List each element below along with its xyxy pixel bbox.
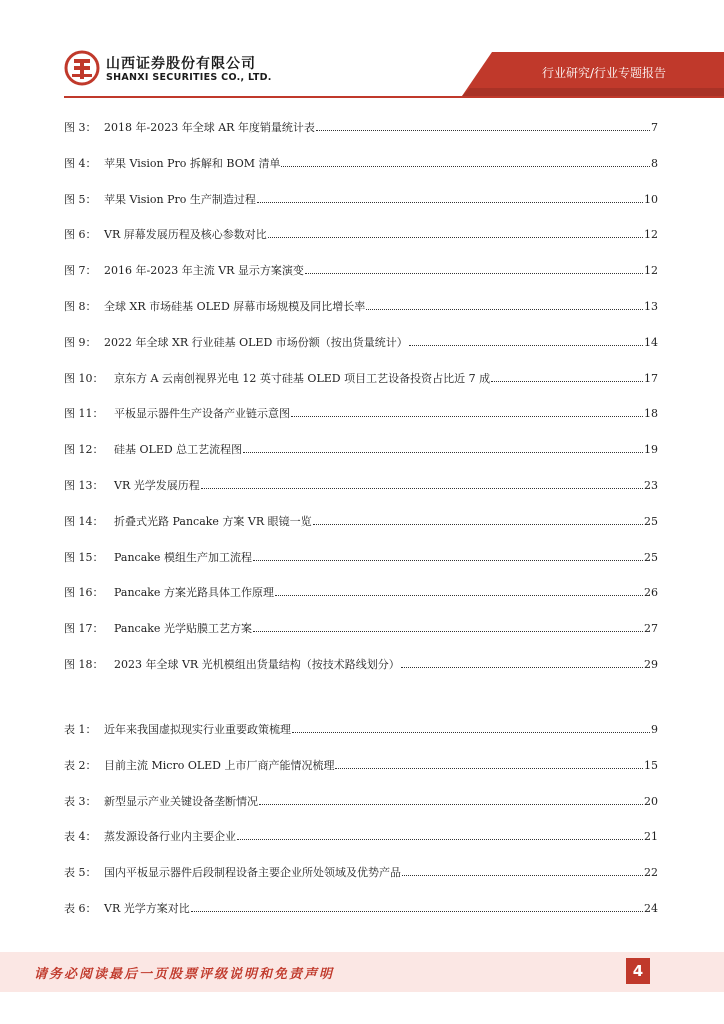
company-logo-icon (64, 50, 100, 86)
entry-label: 图 4： (64, 156, 97, 170)
leader-dots (316, 129, 650, 131)
toc-figure-entry[interactable] (64, 655, 658, 675)
entry-page-number: 19 (644, 443, 658, 457)
leader-dots (259, 803, 643, 805)
toc-figure-entry[interactable] (64, 440, 658, 460)
leader-dots (402, 874, 643, 876)
leader-dots (366, 308, 643, 310)
entry-page-number: 20 (644, 794, 658, 808)
toc-figure-entry[interactable] (64, 225, 658, 245)
entry-page-number: 23 (644, 479, 658, 492)
entry-title: 目前主流 Micro OLED 上市厂商产能情况梳理 (104, 758, 335, 772)
entry-title: 折叠式光路 Pancake 方案 VR 眼镜一览 (114, 514, 312, 528)
entry-title: 平板显示器件生产设备产业链示意图 (114, 407, 290, 421)
company-name-cn: 山西证券股份有限公司 (106, 56, 256, 72)
leader-dots (409, 344, 643, 346)
leader-dots (305, 272, 643, 274)
entry-label: 图 3： (64, 121, 97, 134)
leader-dots (491, 380, 643, 382)
toc-table-entry[interactable] (64, 827, 658, 847)
toc-table-entry[interactable] (64, 863, 658, 883)
entry-title: 苹果 Vision Pro 拆解和 BOM 清单 (104, 156, 281, 170)
entry-page-number: 25 (644, 550, 658, 564)
entry-page-number: 18 (644, 407, 658, 421)
header-rule (64, 96, 724, 98)
entry-page-number: 8 (651, 156, 658, 170)
entry-title: 2023 年全球 VR 光机模组出货量结构（按技术路线划分） (114, 658, 400, 671)
entry-page-number: 9 (651, 723, 658, 736)
entry-label: 图 11： (64, 407, 104, 421)
entry-label: 表 6： (64, 902, 97, 915)
toc-table-entry[interactable] (64, 899, 658, 919)
leader-dots (253, 630, 643, 632)
entry-page-number: 15 (644, 758, 658, 772)
leader-dots (191, 910, 643, 912)
page-header (0, 0, 724, 96)
entry-title: Pancake 方案光路具体工作原理 (114, 586, 274, 600)
entry-label: 图 17： (64, 622, 104, 636)
entry-page-number: 22 (644, 866, 658, 880)
toc-table-entry[interactable] (64, 792, 658, 812)
leader-dots (268, 236, 643, 238)
entry-title: 京东方 A 云南创视界光电 12 英寸硅基 OLED 项目工艺设备投资占比近 7 成 (114, 371, 491, 385)
company-name-en: SHANXI SECURITIES CO., LTD. (106, 72, 272, 83)
entry-title: Pancake 模组生产加工流程 (114, 550, 252, 564)
leader-dots (237, 838, 643, 840)
entry-label: 表 4： (64, 830, 97, 844)
entry-label: 图 8： (64, 300, 97, 313)
entry-page-number: 12 (644, 228, 658, 242)
leader-dots (275, 594, 643, 596)
leader-dots (313, 523, 643, 525)
entry-page-number: 24 (644, 902, 658, 915)
entry-page-number: 29 (644, 658, 658, 671)
entry-label: 图 14： (64, 514, 104, 528)
toc-figure-entry[interactable] (64, 190, 658, 210)
leader-dots (257, 201, 643, 203)
entry-title: 2018 年-2023 年全球 AR 年度销量统计表 (104, 121, 315, 134)
toc-figure-entry[interactable] (64, 583, 658, 603)
toc-figure-entry[interactable] (64, 261, 658, 281)
leader-dots (201, 487, 643, 489)
page-footer (0, 952, 724, 992)
entry-label: 表 2： (64, 758, 97, 772)
entry-page-number: 10 (644, 192, 658, 206)
page-number: 4 (626, 958, 650, 984)
leader-dots (401, 666, 643, 668)
entry-title: 全球 XR 市场硅基 OLED 屏幕市场规模及同比增长率 (104, 300, 366, 313)
entry-page-number: 25 (644, 514, 658, 528)
toc-table-entry[interactable] (64, 756, 658, 776)
entry-title: Pancake 光学贴膜工艺方案 (114, 622, 252, 636)
entry-label: 表 5： (64, 866, 97, 880)
entry-title: 硅基 OLED 总工艺流程图 (114, 443, 243, 457)
entry-label: 图 6： (64, 228, 97, 242)
entry-page-number: 27 (644, 622, 658, 636)
toc-table-entry[interactable] (64, 720, 658, 740)
entry-page-number: 17 (644, 371, 658, 385)
toc-figure-entry[interactable] (64, 619, 658, 639)
entry-page-number: 26 (644, 586, 658, 600)
toc-figure-entry[interactable] (64, 369, 658, 389)
leader-dots (281, 165, 650, 167)
entry-label: 表 1： (64, 723, 97, 736)
entry-title: 新型显示产业关键设备垄断情况 (104, 794, 258, 808)
entry-title: 2022 年全球 XR 行业硅基 OLED 市场份额（按出货量统计） (104, 335, 408, 349)
leader-dots (253, 559, 643, 561)
entry-title: 国内平板显示器件后段制程设备主要企业所处领域及优势产品 (104, 866, 401, 880)
entry-page-number: 7 (651, 121, 658, 134)
entry-page-number: 21 (644, 830, 658, 844)
toc-figure-entry[interactable] (64, 154, 658, 174)
entry-page-number: 14 (644, 335, 658, 349)
entry-label: 图 15： (64, 550, 104, 564)
toc-figure-entry[interactable] (64, 118, 658, 138)
entry-label: 图 13： (64, 479, 104, 492)
toc-figure-entry[interactable] (64, 476, 658, 496)
toc-figure-entry[interactable] (64, 404, 658, 424)
entry-title: VR 光学方案对比 (104, 902, 190, 915)
entry-page-number: 13 (644, 300, 658, 313)
toc-figure-entry[interactable] (64, 512, 658, 532)
toc-figure-entry[interactable] (64, 333, 658, 353)
entry-title: VR 光学发展历程 (114, 479, 200, 492)
leader-dots (292, 731, 650, 733)
entry-label: 图 12： (64, 443, 104, 457)
entry-title: 近年来我国虚拟现实行业重要政策梳理 (104, 723, 291, 736)
entry-label: 图 18： (64, 658, 104, 671)
leader-dots (243, 451, 643, 453)
entry-label: 表 3： (64, 794, 97, 808)
entry-label: 图 5： (64, 192, 97, 206)
disclaimer-text: 请务必阅读最后一页股票评级说明和免责声明 (34, 967, 335, 982)
entry-label: 图 9： (64, 335, 97, 349)
entry-title: 蒸发源设备行业内主要企业 (104, 830, 236, 844)
entry-label: 图 10： (64, 371, 104, 385)
entry-title: 苹果 Vision Pro 生产制造过程 (104, 192, 256, 206)
leader-dots (335, 767, 643, 769)
toc-figure-entry[interactable] (64, 297, 658, 317)
toc-figure-entry[interactable] (64, 548, 658, 568)
leader-dots (291, 415, 643, 417)
entry-title: 2016 年-2023 年主流 VR 显示方案演变 (104, 264, 304, 278)
entry-label: 图 16： (64, 586, 104, 600)
entry-label: 图 7： (64, 264, 97, 278)
report-type: 行业研究/行业专题报告 (541, 66, 666, 80)
entry-page-number: 12 (644, 264, 658, 278)
entry-title: VR 屏幕发展历程及核心参数对比 (104, 228, 267, 242)
